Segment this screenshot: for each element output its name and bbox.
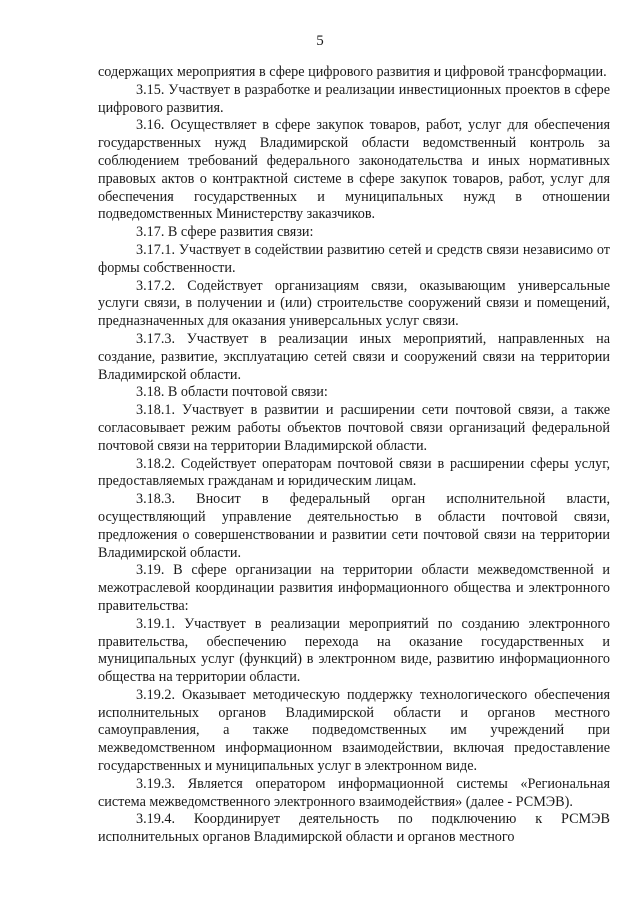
paragraph: 3.18. В области почтовой связи: bbox=[136, 384, 328, 401]
paragraph: 3.17.1. Участвует в содействии развитию сетей и средств связи независимо от формы собственности. bbox=[98, 241, 610, 276]
page-number: 5 bbox=[316, 33, 324, 49]
paragraph: 3.19. В сфере организации на территории области межведомственной и межотраслевой координации развития информационного общества и электронного правительства: bbox=[98, 562, 610, 614]
paragraph: 3.18.1. Участвует в развитии и расширении сети почтовой связи, а также согласовывает режим работы объектов почтовой связи организаций федеральной почтовой связи на территории Владимирской области. bbox=[98, 402, 610, 454]
paragraph: 3.17.2. Содействует организациям связи, оказывающим универсальные услуги связи, в получении и (или) строительстве сооружений связи и помещений, предназначенных для оказания универсальных услуг связи. bbox=[98, 277, 610, 330]
paragraph: 3.15. Участвует в разработке и реализации инвестиционных проектов в сфере цифрового развития. bbox=[98, 81, 610, 116]
paragraph: 3.19.1. Участвует в реализации мероприятий по созданию электронного правительства, обеспечению перехода на оказание государственных и муниципальных услуг (функций) в электронном виде, развитию информационного общества на территории области. bbox=[98, 615, 610, 686]
paragraph: 3.18.3. Вносит в федеральный орган исполнительной власти, осуществляющий управление деятельностью в области почтовой связи, предложения о совершенствовании и развитии сети почтовой связи на территории Владимирской области. bbox=[98, 491, 610, 561]
paragraph: 3.17. В сфере развития связи: bbox=[136, 224, 314, 241]
paragraph: содержащих мероприятия в сфере цифрового развития и цифровой трансформации. bbox=[98, 64, 607, 80]
paragraph: 3.16. Осуществляет в сфере закупок товаров, работ, услуг для обеспечения государственных нужд Владимирской области ведомственный контроль за соблюдением требований федерального законодательства и иных нормативных правовых актов о контрактной системе в сфере закупок товаров, работ, услуг для обеспечения государственных и муниципальных нужд в отношении подведомственных Министерству заказчиков. bbox=[98, 117, 610, 223]
document-body bbox=[98, 64, 610, 847]
paragraph: 3.19.2. Оказывает методическую поддержку технологического обеспечения исполнительных органов Владимирской области и органов местного самоуправления, а также подведомственных им учреждений при межведомственном информационном взаимодействии, включая предоставление государственных и муниципальных услуг в электронном виде. bbox=[98, 686, 610, 775]
paragraph: 3.19.3. Является оператором информационной системы «Региональная система межведомственного электронного взаимодействия» (далее - РСМЭВ). bbox=[98, 775, 610, 810]
paragraph: 3.19.4. Координирует деятельность по подключению к РСМЭВ исполнительных органов Владимирской области и органов местного bbox=[98, 811, 610, 846]
paragraph: 3.17.3. Участвует в реализации иных мероприятий, направленных на создание, развитие, эксплуатацию сетей связи и сооружений связи на территории Владимирской области. bbox=[98, 330, 610, 383]
paragraph: 3.18.2. Содействует операторам почтовой связи в расширении сферы услуг, предоставляемых гражданам и юридическим лицам. bbox=[98, 455, 610, 490]
